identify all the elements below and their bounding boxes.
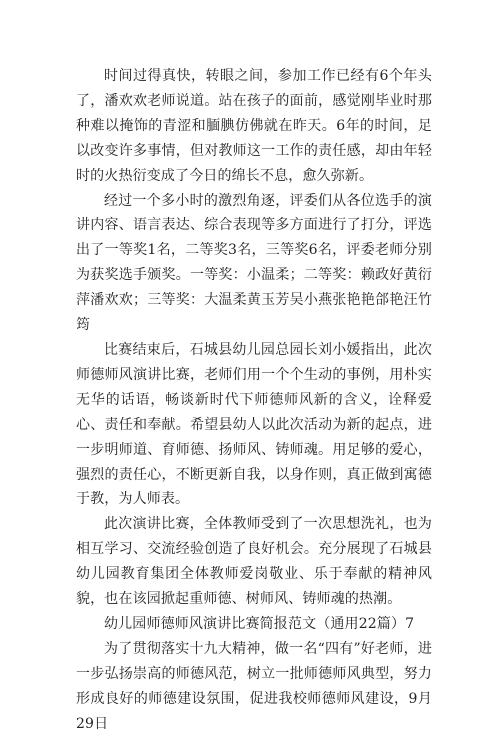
section-heading: 幼儿园师德师风演讲比赛简报范文（通用22篇）7 xyxy=(104,615,415,632)
paragraph: 时间过得真快，转眼之间，参加工作已经有6个年头了，潘欢欢老师说道。站在孩子的面前，感觉刚毕业时那种难以掩饰的青涩和腼腆仿佛就在昨天。6年的时间，足以改变许多事情，但对教师这一工作的责任感，却由年轻时的火热衍变成了今日的绵长不息，愈久弥新。 xyxy=(76,68,432,184)
document-body xyxy=(76,64,432,736)
paragraph: 经过一个多小时的激烈角逐，评委们从各位选手的演讲内容、语言表达、综合表现等多方面进行了打分，评选出了一等奖1名，二等奖3名，三等奖6名，评委老师分别为获奖选手颁奖。一等奖：小温柔；二等奖：赖政好黄衍萍潘欢欢；三等奖：大温柔黄玉芳吴小燕张艳艳郃艳汪竹筠 xyxy=(76,192,432,334)
paragraph: 此次演讲比赛，全体教师受到了一次思想洗礼，也为相互学习、交流经验创造了良好机会。充分展现了石城县幼儿园教育集团全体教师爱岗敬业、乐于奉献的精神风貌，也在该园掀起重师德、树师风、铸师魂的热潮。 xyxy=(76,516,432,608)
paragraph: 比赛结束后，石城县幼儿园总园长刘小媛指出，此次师德师风演讲比赛，老师们用一个个生动的事例，用朴实无华的话语，畅谈新时代下师德师风新的含义，诠释爱心、责任和奉献。希望县幼人以此次活动为新的起点，进一步明师道、育师德、扬师风、铸师魂。用足够的爱心，强烈的责任心，不断更新自我，以身作则，真正做到寓德于教，为人师表。 xyxy=(76,341,432,508)
paragraph: 为了贯彻落实十九大精神，做一名“四有”好老师，进一步弘扬崇高的师德风范，树立一批师德师风典型，努力形成良好的师德建设氛围，促进我校师德师风建设，9月29日 xyxy=(76,640,432,732)
